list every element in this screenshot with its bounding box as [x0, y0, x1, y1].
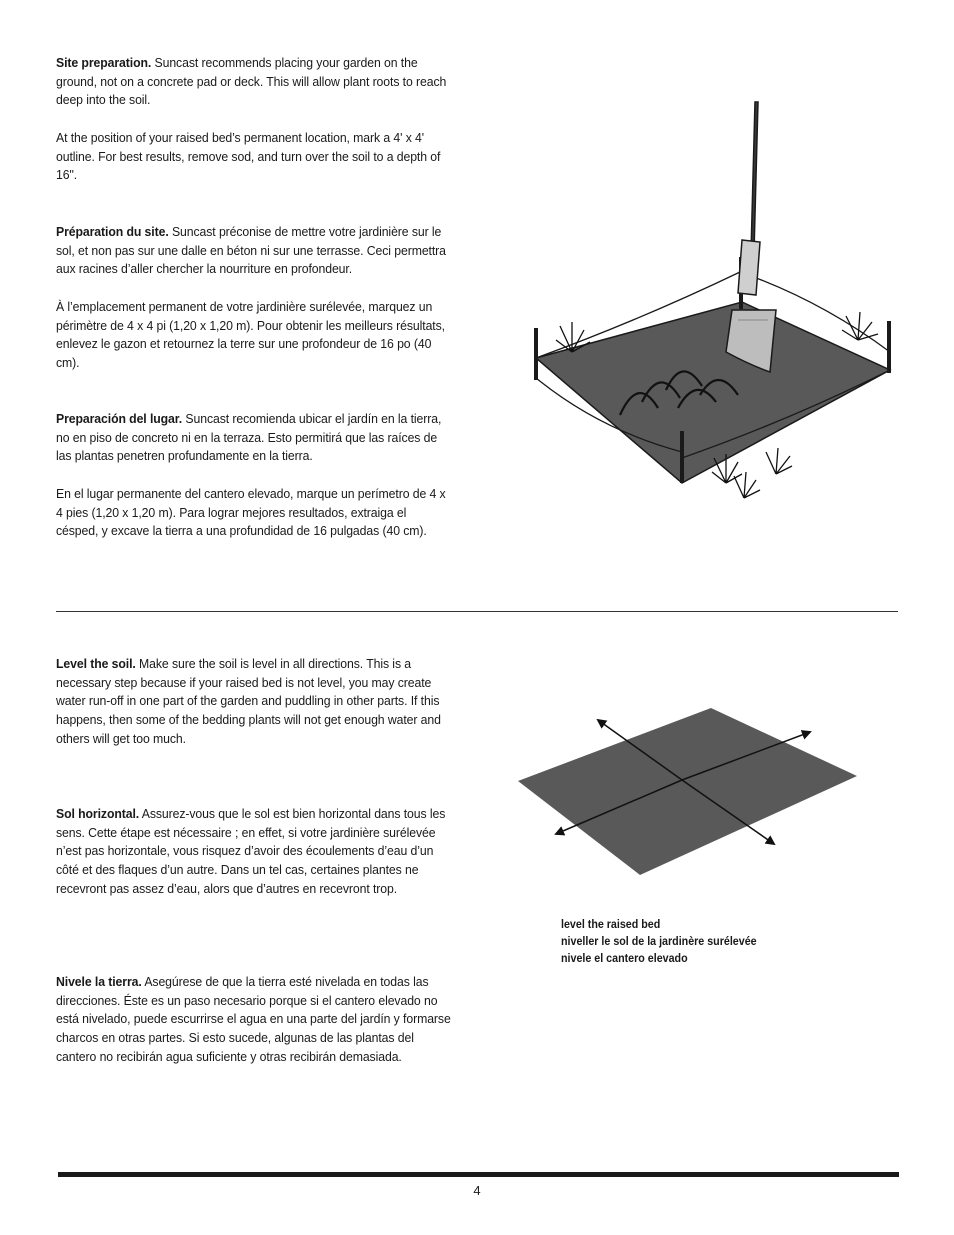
site-prep-fr-para1	[56, 223, 451, 279]
caption-line-fr: niveller le sol de la jardinère surélevée	[561, 936, 757, 948]
level-en-heading: Level the soil.	[56, 656, 136, 671]
shovel-icon	[726, 102, 776, 372]
caption-line-en: level the raised bed	[561, 919, 661, 931]
site-prep-en-para1	[56, 54, 451, 110]
level-fr-heading: Sol horizontal.	[56, 806, 140, 821]
site-prep-fr-heading: Préparation du site.	[56, 224, 169, 239]
page-number: 4	[473, 1183, 481, 1198]
level-en-para	[56, 655, 451, 749]
site-prep-illustration	[520, 90, 900, 510]
level-es-text1: Asegúrese de que la tierra esté nivelada en todas las direcciones. Éste es un paso necesario porque si el cantero elevado no está nivelado, puede escurrirse el agua en una parte del jardín y formarse charcos en otras partes. Si esto sucede, algunas de las plantas del cantero no recibirán agua suficiente y otras recibirán demasiada.	[56, 974, 451, 1064]
level-illustration	[510, 700, 870, 885]
soil-plot	[536, 302, 890, 483]
caption-line-es: nivele el cantero elevado	[561, 953, 688, 965]
level-es-heading: Nivele la tierra.	[56, 974, 142, 989]
site-prep-en-text1: Suncast recommends placing your garden on the ground, not on a concrete pad or deck. This will allow plant roots to reach deep into the soil.	[56, 55, 447, 108]
level-es-para	[56, 973, 451, 1067]
site-prep-fr-para2: À l’emplacement permanent de votre jardinière surélevée, marquez un périmètre de 4 x 4 pi (1,20 x 1,20 m). Pour obtenir les meilleurs résultats, enlevez le gazon et retournez la terre sur une profondeur de 16 po (40 cm).	[56, 299, 445, 371]
site-prep-en-para2: At the position of your raised bed’s permanent location, mark a 4' x 4' outline. For best results, remove sod, and turn over the soil to a depth of 16".	[56, 130, 441, 183]
footer-rule	[58, 1172, 899, 1177]
site-prep-es-heading: Preparación del lugar.	[56, 411, 183, 426]
section-divider	[56, 611, 898, 612]
site-prep-en-heading: Site preparation.	[56, 55, 152, 70]
level-fr-para	[56, 805, 451, 899]
level-caption	[561, 917, 757, 968]
site-prep-es-text1: Suncast recomienda ubicar el jardín en la tierra, no en piso de concreto ni en la terraza. Esto permitirá que las raíces de las plantas penetren profundamente en la tierra.	[56, 411, 442, 464]
site-prep-es-para2: En el lugar permanente del cantero elevado, marque un perímetro de 4 x 4 pies (1,20 x 1,20 m). Para lograr mejores resultados, extraiga el césped, y excave la tierra a una profundidad de 16 pulgadas (40 cm).	[56, 486, 446, 539]
level-en-text1: Make sure the soil is level in all directions. This is a necessary step because if your raised bed is not level, you may create water run-off in one part of the garden and puddling in other parts. If this happens, then some of the bedding plants will not get enough water and others will get too much.	[56, 656, 441, 746]
site-prep-fr-text1: Suncast préconise de mettre votre jardinière sur le sol, et non pas sur une dalle en béton ni sur une terrasse. Ceci permettra aux racines d’aller chercher la nourriture en profondeur.	[56, 224, 446, 277]
level-fr-text1: Assurez-vous que le sol est bien horizontal dans tous les sens. Cette étape est nécessaire ; en effet, si votre jardinière surélevée n’est pas horizontale, vous risquez d’avoir des écoulements d’eau d’un côté et des flaques d’un autre. Dans un tel cas, certaines plantes ne recevront pas assez d’eau, alors que d’autres en recevront trop.	[56, 806, 446, 896]
site-prep-es-para1	[56, 410, 451, 466]
